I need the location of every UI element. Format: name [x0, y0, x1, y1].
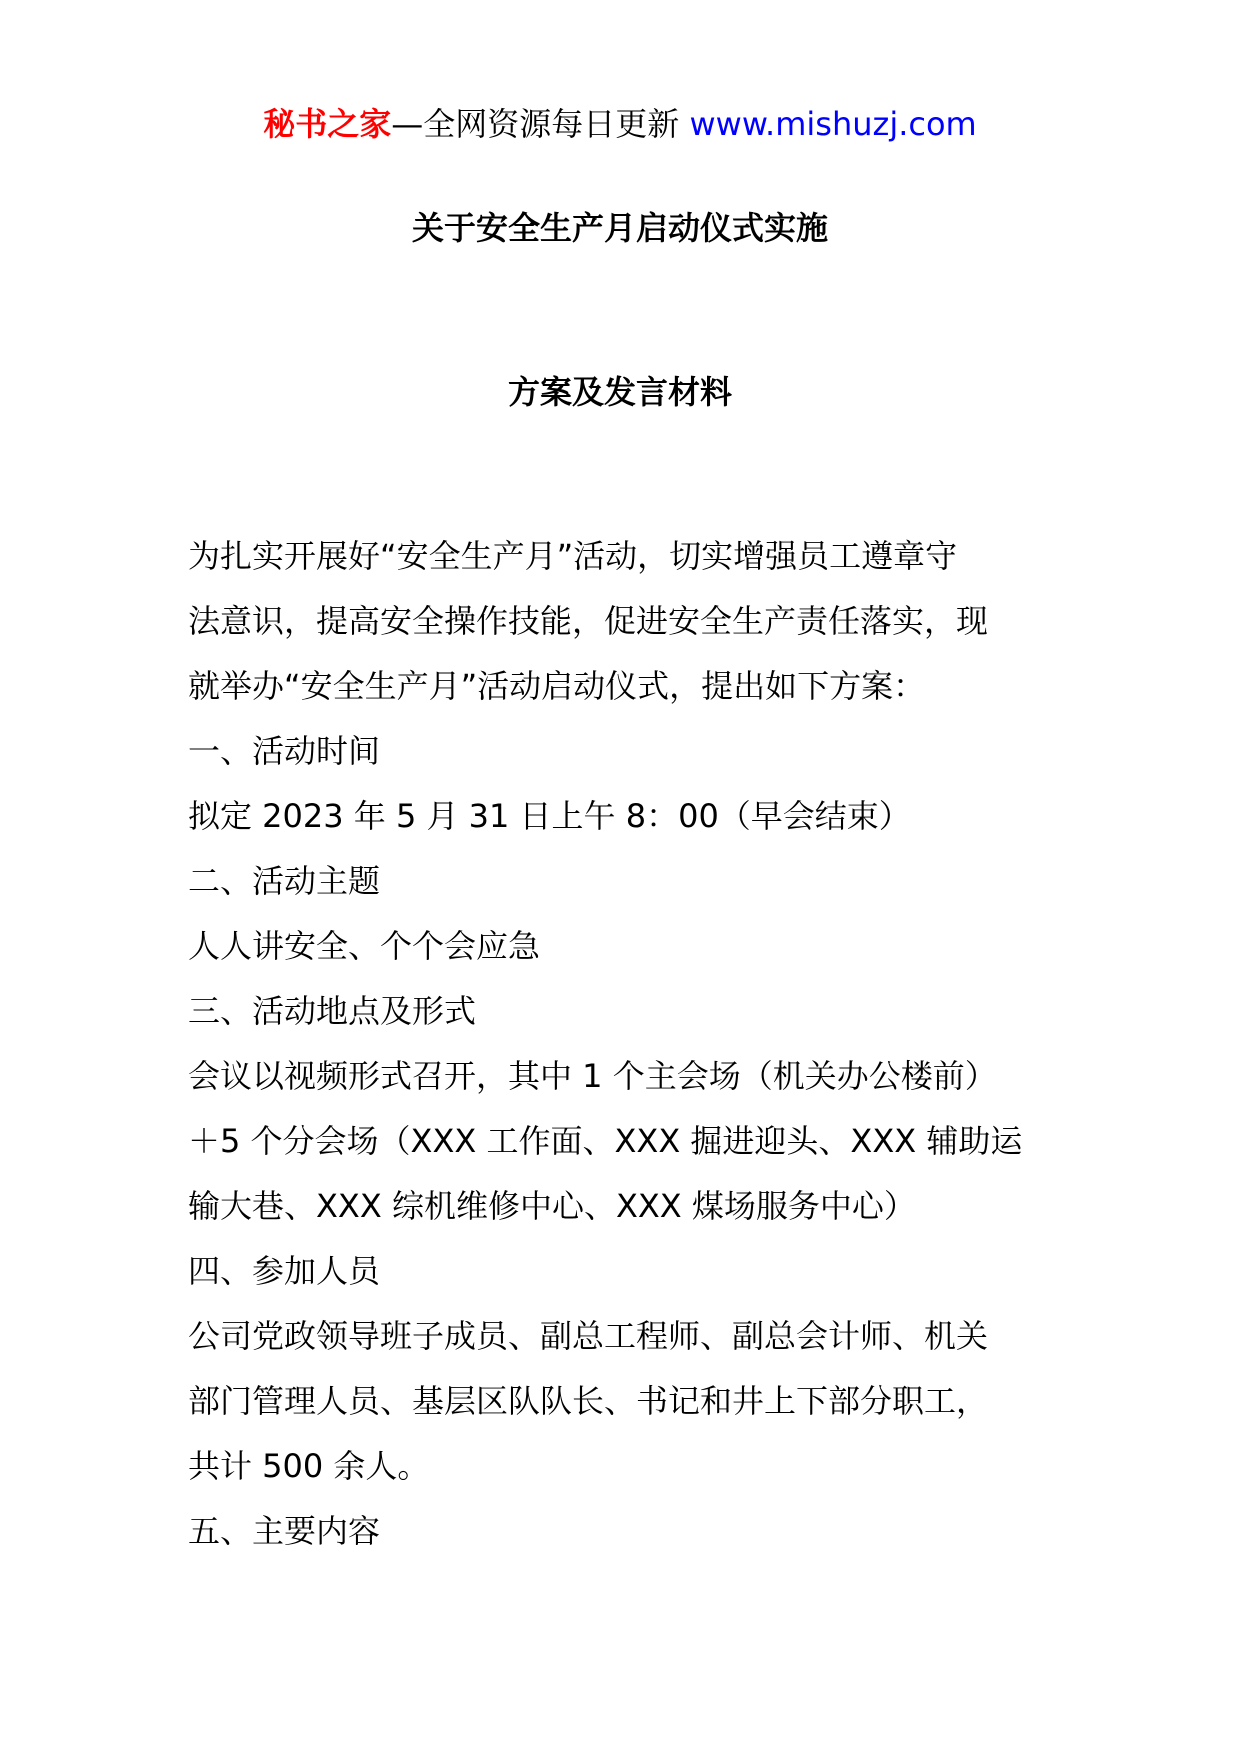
body-line: 公司党政领导班子成员、副总工程师、副总会计师、机关 — [188, 1317, 989, 1355]
document-body — [188, 524, 1058, 1564]
body-line: 输大巷、XXX 综机维修中心、XXX 煤场服务中心） — [188, 1187, 916, 1225]
header-tagline: —全网资源每日更新 — [391, 105, 680, 143]
brand-name: 秘书之家 — [263, 105, 392, 143]
document-title-line-2: 方案及发言材料 — [507, 373, 732, 411]
body-line: 部门管理人员、基层区队队长、书记和井上下部分职工， — [188, 1382, 989, 1420]
body-line: 共计 500 余人。 — [188, 1447, 430, 1485]
site-header — [0, 100, 1240, 148]
section-heading-participants: 四、参加人员 — [188, 1252, 381, 1290]
section-heading-venue: 三、活动地点及形式 — [188, 992, 477, 1030]
body-line: 人人讲安全、个个会应急 — [188, 927, 541, 965]
body-line: 就举办“安全生产月”活动启动仪式，提出如下方案： — [188, 667, 926, 705]
body-line: ＋5 个分会场（XXX 工作面、XXX 掘进迎头、XXX 辅助运 — [188, 1122, 1023, 1160]
section-heading-content: 五、主要内容 — [188, 1512, 381, 1550]
body-line: 会议以视频形式召开，其中 1 个主会场（机关办公楼前） — [188, 1057, 997, 1095]
section-heading-time: 一、活动时间 — [188, 732, 381, 770]
document-title-line-1: 关于安全生产月启动仪式实施 — [411, 209, 828, 247]
site-url-link[interactable]: www.mishuzj.com — [689, 105, 977, 143]
section-heading-theme: 二、活动主题 — [188, 862, 381, 900]
body-line: 法意识，提高安全操作技能，促进安全生产责任落实，现 — [188, 602, 989, 640]
body-line: 拟定 2023 年 5 月 31 日上午 8：00（早会结束） — [188, 797, 911, 835]
body-line: 为扎实开展好“安全生产月”活动，切实增强员工遵章守 — [188, 537, 958, 575]
